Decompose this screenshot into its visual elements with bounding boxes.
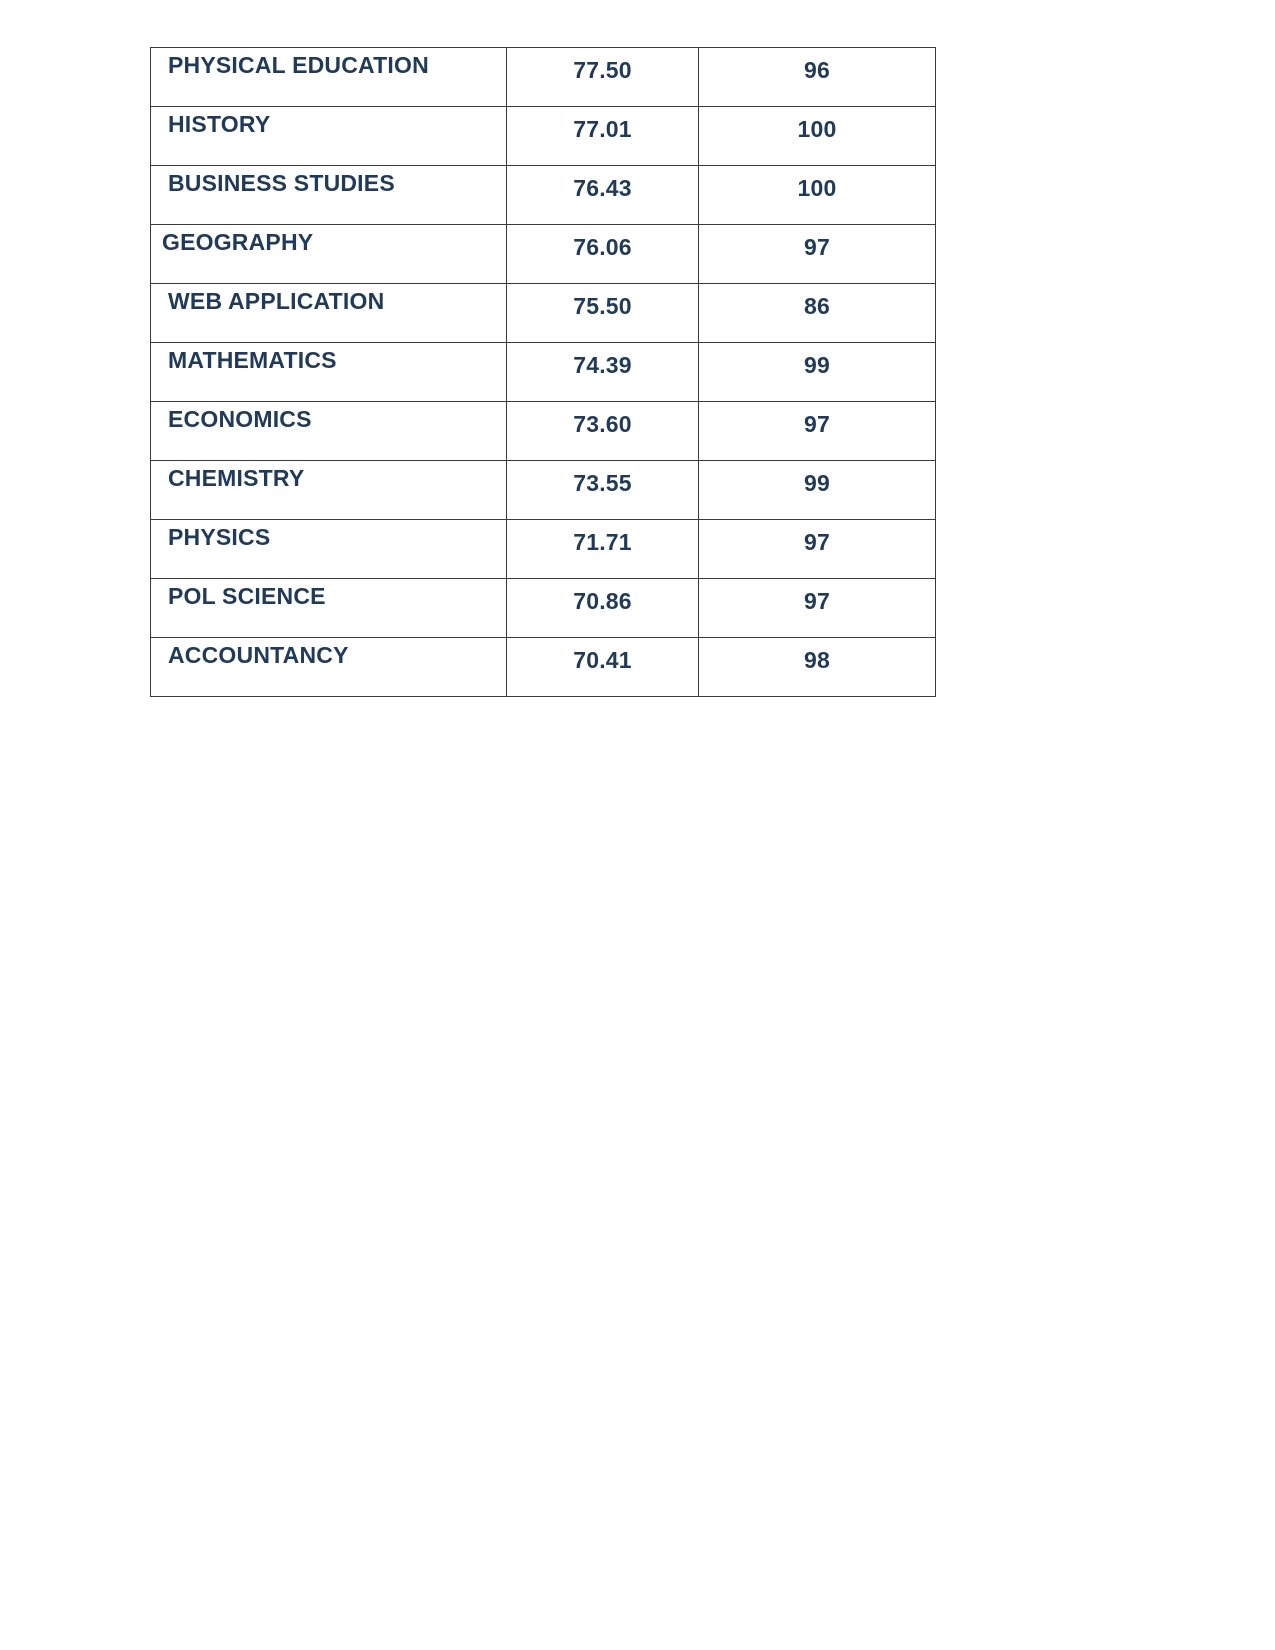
highest-value: 98: [804, 647, 830, 673]
table-row: [151, 402, 936, 461]
highest-value: 97: [804, 588, 830, 614]
highest-cell: [699, 343, 936, 402]
subject-cell: [151, 166, 507, 225]
highest-value: 96: [804, 57, 830, 83]
highest-cell: [699, 48, 936, 107]
table-row: [151, 107, 936, 166]
highest-cell: [699, 107, 936, 166]
average-value: 73.55: [573, 470, 632, 496]
subject-cell: [151, 638, 507, 697]
average-value: 74.39: [573, 352, 632, 378]
table-row: [151, 638, 936, 697]
subject-cell: [151, 520, 507, 579]
average-cell: [507, 225, 699, 284]
average-cell: [507, 284, 699, 343]
subject-cell: [151, 48, 507, 107]
highest-cell: [699, 461, 936, 520]
table-row: [151, 166, 936, 225]
table-row: [151, 48, 936, 107]
highest-value: 97: [804, 529, 830, 555]
average-value: 75.50: [573, 293, 632, 319]
subject-name: WEB APPLICATION: [168, 288, 385, 314]
table-row: [151, 579, 936, 638]
subject-results-table: [150, 47, 936, 697]
highest-value: 97: [804, 234, 830, 260]
average-value: 76.43: [573, 175, 632, 201]
subject-cell: [151, 225, 507, 284]
average-value: 73.60: [573, 411, 632, 437]
table-row: [151, 520, 936, 579]
table-row: [151, 343, 936, 402]
subject-name: BUSINESS STUDIES: [168, 170, 395, 196]
average-cell: [507, 579, 699, 638]
average-cell: [507, 638, 699, 697]
highest-value: 100: [797, 175, 837, 201]
highest-cell: [699, 638, 936, 697]
average-value: 70.86: [573, 588, 632, 614]
average-cell: [507, 107, 699, 166]
subject-name: PHYSICS: [168, 524, 271, 550]
subject-cell: [151, 579, 507, 638]
subject-name: POL SCIENCE: [168, 583, 326, 609]
average-value: 70.41: [573, 647, 632, 673]
highest-value: 99: [804, 352, 830, 378]
subject-name: ECONOMICS: [168, 406, 312, 432]
average-value: 77.50: [573, 57, 632, 83]
table-row: [151, 225, 936, 284]
average-value: 76.06: [573, 234, 632, 260]
table-row: [151, 461, 936, 520]
highest-cell: [699, 225, 936, 284]
average-value: 77.01: [573, 116, 632, 142]
highest-value: 97: [804, 411, 830, 437]
table-row: [151, 284, 936, 343]
subject-name: ACCOUNTANCY: [168, 642, 349, 668]
highest-cell: [699, 402, 936, 461]
highest-cell: [699, 166, 936, 225]
highest-value: 99: [804, 470, 830, 496]
highest-value: 86: [804, 293, 830, 319]
subject-name: GEOGRAPHY: [162, 229, 314, 255]
subject-cell: [151, 284, 507, 343]
subject-cell: [151, 343, 507, 402]
subject-name: CHEMISTRY: [168, 465, 305, 491]
highest-cell: [699, 284, 936, 343]
average-cell: [507, 343, 699, 402]
highest-cell: [699, 520, 936, 579]
average-cell: [507, 48, 699, 107]
subject-name: MATHEMATICS: [168, 347, 337, 373]
subject-name: HISTORY: [168, 111, 271, 137]
subject-cell: [151, 461, 507, 520]
subject-cell: [151, 107, 507, 166]
average-cell: [507, 520, 699, 579]
average-value: 71.71: [573, 529, 632, 555]
average-cell: [507, 166, 699, 225]
average-cell: [507, 402, 699, 461]
highest-value: 100: [797, 116, 837, 142]
subject-cell: [151, 402, 507, 461]
highest-cell: [699, 579, 936, 638]
subject-name: PHYSICAL EDUCATION: [168, 52, 429, 78]
average-cell: [507, 461, 699, 520]
